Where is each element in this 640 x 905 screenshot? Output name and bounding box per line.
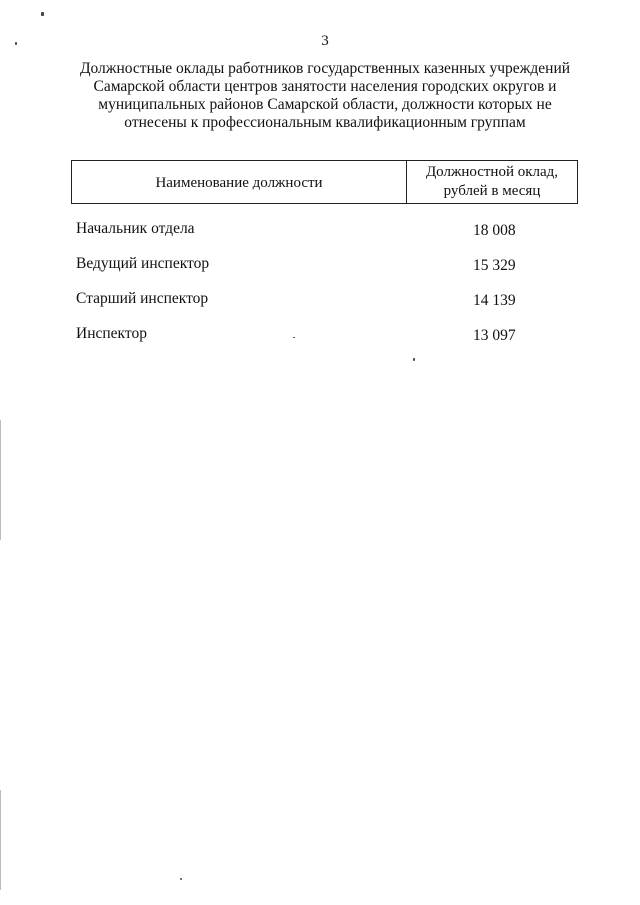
title-line: муниципальных районов Самарской области, должности которых не [98, 96, 552, 113]
salary-cell: 14 139 [473, 292, 516, 309]
salary-cell: 15 329 [473, 257, 516, 274]
header-salary [407, 161, 577, 203]
scan-edge-line [0, 420, 1, 540]
salary-cell: 18 008 [473, 222, 516, 239]
table-row [76, 325, 576, 360]
position-cell: Начальник отдела [76, 220, 195, 237]
position-cell: Инспектор [76, 325, 147, 342]
table-row [76, 220, 576, 255]
position-cell: Ведущий инспектор [76, 255, 210, 272]
table-row [76, 290, 576, 325]
scan-speck [180, 878, 182, 880]
header-salary-line: Должностной оклад, [425, 164, 559, 180]
document-title [70, 60, 580, 132]
scan-edge-line [0, 790, 1, 890]
header-salary-line: рублей в месяц [443, 183, 541, 199]
title-line: отнесены к профессиональным квалификационным группам [124, 114, 526, 131]
title-line: Должностные оклады работников государственных казенных учреждений [79, 60, 571, 77]
scan-speck [41, 12, 44, 16]
table-header [71, 160, 578, 204]
page-number: 3 [321, 33, 329, 49]
salary-cell: 13 097 [473, 327, 516, 344]
table-row [76, 255, 576, 290]
header-position-name: Наименование должности [72, 161, 407, 203]
salary-table-body [76, 220, 576, 360]
title-line: Самарской области центров занятости населения городских округов и [93, 78, 557, 95]
position-cell: Старший инспектор [76, 290, 209, 307]
